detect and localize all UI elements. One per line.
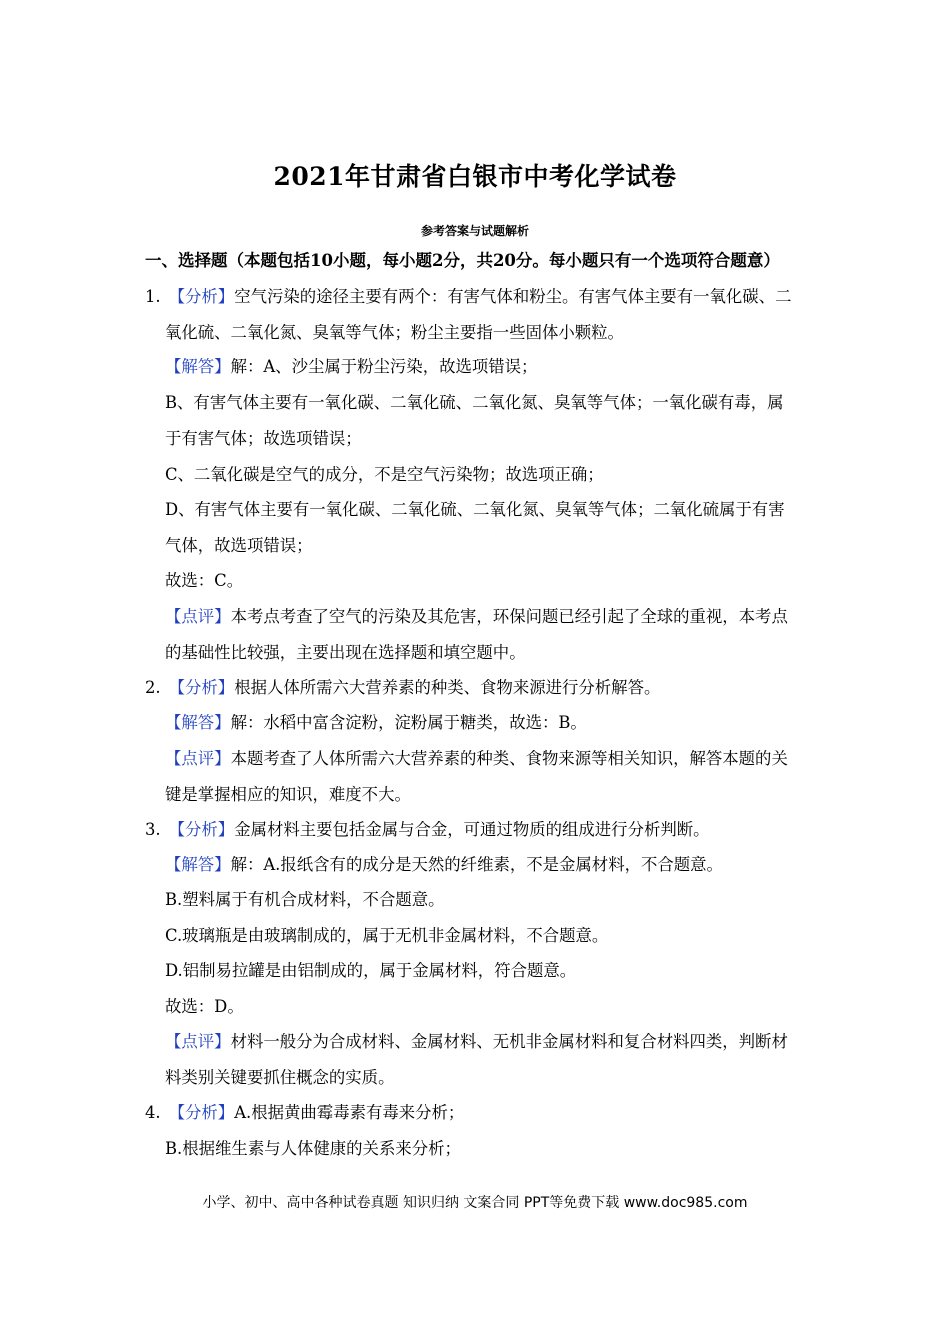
- analysis-tag: 【分析】: [168, 1103, 235, 1122]
- text-line: C.玻璃瓶是由玻璃制成的，属于无机非金属材料，不合题意。: [165, 926, 609, 945]
- analysis-tag: 【分析】: [168, 678, 235, 697]
- question-1-analysis: [145, 287, 791, 307]
- text-line: D、有害气体主要有一氧化碳、二氧化硫、二氧化氮、臭氧等气体；二氧化硫属于有害: [165, 500, 785, 519]
- question-number: 1.: [145, 287, 161, 306]
- question-2-answer: [165, 713, 587, 733]
- comment-text: 材料一般分为合成材料、金属材料、无机非金属材料和复合材料四类，判断材: [230, 1032, 788, 1051]
- analysis-text: 根据人体所需六大营养素的种类、食物来源进行分析解答。: [234, 678, 661, 697]
- question-1-comment: [165, 607, 788, 627]
- analysis-tag: 【分析】: [168, 287, 235, 306]
- question-number: 2.: [145, 678, 161, 697]
- comment-tag: 【点评】: [165, 749, 231, 768]
- question-2-comment: [165, 749, 788, 769]
- analysis-text: A.根据黄曲霉毒素有毒来分析；: [234, 1103, 465, 1122]
- page-title: 2021年甘肃省白银市中考化学试卷: [273, 162, 677, 191]
- question-number: 4.: [145, 1103, 161, 1122]
- answer-text: 解：水稻中富含淀粉，淀粉属于糖类，故选：B。: [230, 713, 587, 732]
- comment-tag: 【点评】: [165, 1032, 231, 1051]
- answer-text: 解：A.报纸含有的成分是天然的纤维素，不是金属材料，不合题意。: [230, 855, 723, 874]
- text-line: D.铝制易拉罐是由铝制成的，属于金属材料，符合题意。: [165, 961, 577, 980]
- text-line: B.根据维生素与人体健康的关系来分析；: [165, 1139, 461, 1158]
- question-number: 3.: [145, 820, 161, 839]
- question-3-answer: [165, 855, 723, 875]
- text-line: B.塑料属于有机合成材料，不合题意。: [165, 890, 445, 909]
- choice-line: 故选：C。: [165, 571, 244, 590]
- answer-tag: 【解答】: [165, 713, 231, 732]
- text-line: B、有害气体主要有一氧化碳、二氧化硫、二氧化氮、臭氧等气体；一氧化碳有毒，属: [165, 393, 784, 412]
- answer-tag: 【解答】: [165, 357, 231, 376]
- text-line: 氧化硫、二氧化氮、臭氧等气体；粉尘主要指一些固体小颗粒。: [165, 323, 624, 342]
- analysis-text: 空气污染的途径主要有两个：有害气体和粉尘。有害气体主要有一氧化碳、二: [234, 287, 792, 306]
- question-4-analysis: [145, 1103, 464, 1123]
- answer-tag: 【解答】: [165, 855, 231, 874]
- text-line: 于有害气体；故选项错误；: [165, 429, 362, 448]
- answer-text: 解：A、沙尘属于粉尘污染，故选项错误；: [230, 357, 538, 376]
- text-line: 气体，故选项错误；: [165, 536, 313, 555]
- comment-tag: 【点评】: [165, 607, 231, 626]
- question-1-answer: [165, 357, 537, 377]
- question-3-analysis: [145, 820, 710, 840]
- text-line: 料类别关键要抓住概念的实质。: [165, 1068, 395, 1087]
- question-3-comment: [165, 1032, 788, 1052]
- analysis-tag: 【分析】: [168, 820, 235, 839]
- comment-text: 本考点考查了空气的污染及其危害，环保问题已经引起了全球的重视，本考点: [230, 607, 788, 626]
- section-heading: 一、选择题（本题包括10小题，每小题2分，共20分。每小题只有一个选项符合题意）: [145, 251, 780, 270]
- question-2-analysis: [145, 678, 660, 698]
- text-line: 的基础性比较强，主要出现在选择题和填空题中。: [165, 643, 526, 662]
- page-subtitle: 参考答案与试题解析: [420, 224, 529, 238]
- text-line: 键是掌握相应的知识，难度不大。: [165, 785, 411, 804]
- choice-line: 故选：D。: [165, 997, 244, 1016]
- comment-text: 本题考查了人体所需六大营养素的种类、食物来源等相关知识，解答本题的关: [230, 749, 788, 768]
- text-line: C、二氧化碳是空气的成分，不是空气污染物；故选项正确；: [165, 465, 604, 484]
- analysis-text: 金属材料主要包括金属与合金，可通过物质的组成进行分析判断。: [234, 820, 710, 839]
- page-footer: 小学、初中、高中各种试卷真题 知识归纳 文案合同 PPT等免费下载 www.doc985.com: [202, 1195, 748, 1211]
